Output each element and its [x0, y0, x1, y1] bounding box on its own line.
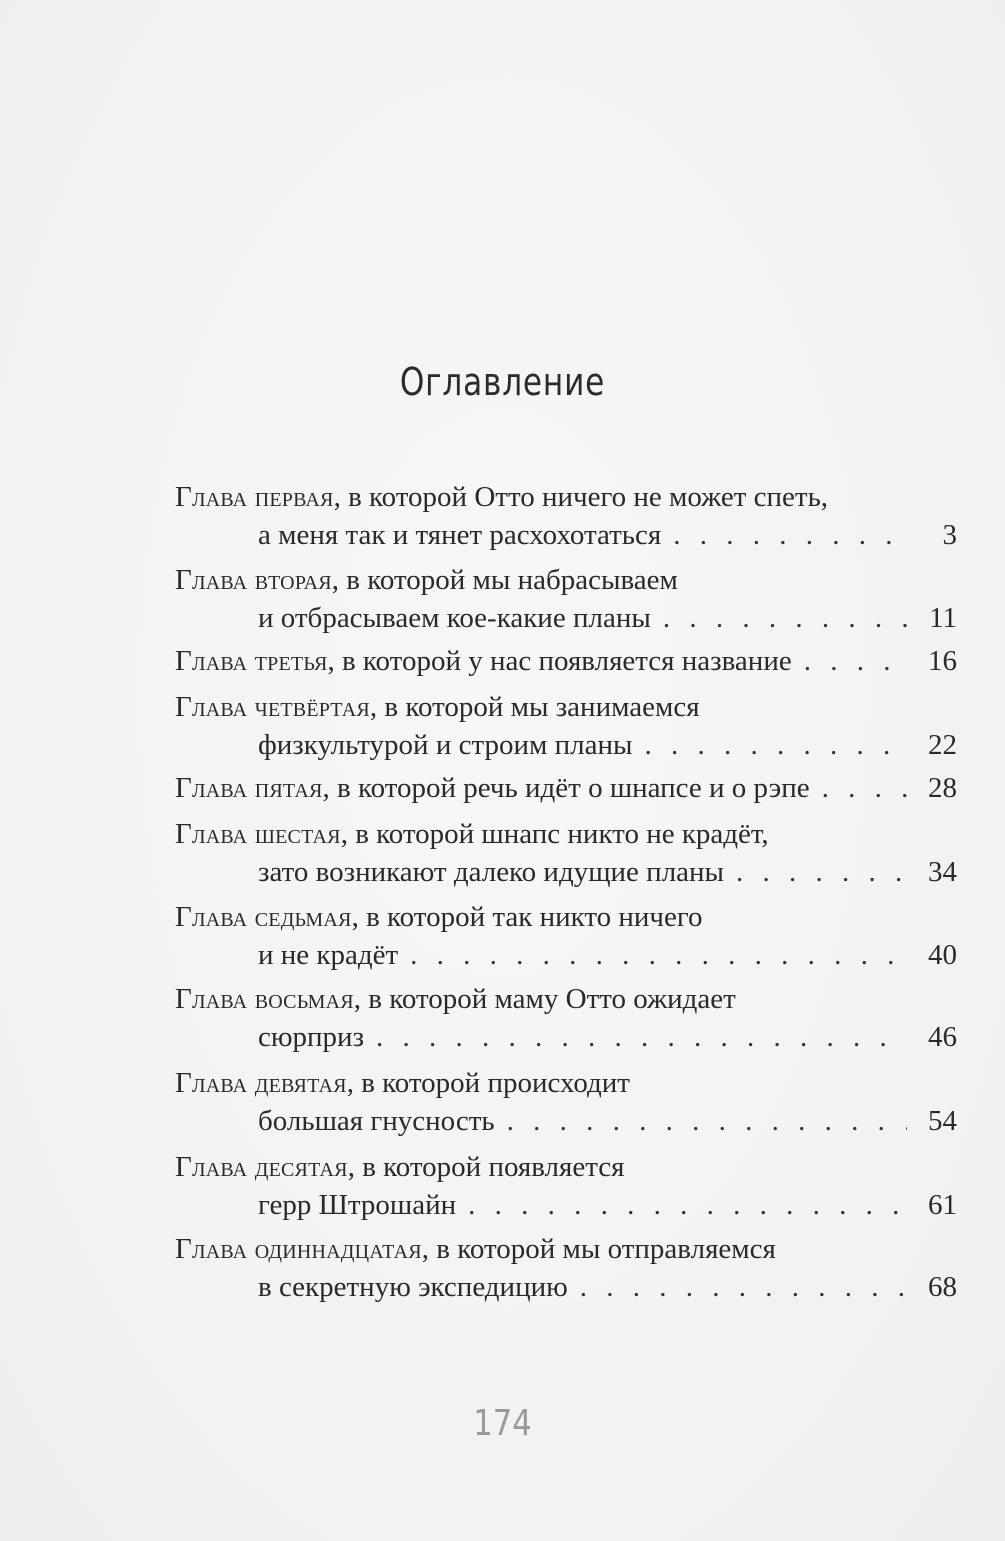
chapter-title-start: , в которой мы отправляемся: [421, 1233, 776, 1265]
toc-entry-continuation: [258, 1188, 957, 1222]
dot-leader: [580, 1270, 907, 1304]
toc-entry-continuation: [258, 1020, 957, 1054]
toc-entry-continuation: [258, 601, 957, 635]
chapter-title-start: , в которой так никто ничего: [351, 901, 703, 933]
toc-entry-heading: [175, 982, 736, 1016]
chapter-title-end: в секретную экспедицию: [258, 1271, 568, 1303]
dot-leader: [376, 1020, 907, 1054]
page-number: 46: [928, 1021, 957, 1053]
page-number: 68: [928, 1271, 957, 1303]
page-title: Оглавление: [399, 360, 606, 404]
toc-entry-heading: [175, 644, 957, 678]
toc-entry-continuation: [258, 855, 957, 889]
chapter-number: Глава девятая: [175, 1067, 347, 1099]
chapter-title-end: и отбрасываем кое-какие планы: [258, 602, 651, 634]
dot-leader: [644, 728, 907, 762]
dot-leader: [410, 938, 907, 972]
chapter-title-start: , в которой маму Отто ожидает: [353, 983, 736, 1015]
page-folio-number: 174: [473, 1403, 532, 1444]
dot-leader: [673, 518, 907, 552]
dot-leader: [822, 771, 907, 805]
dot-leader: [468, 1188, 907, 1222]
chapter-title-start: , в которой происходит: [346, 1067, 630, 1099]
toc-entry-continuation: [258, 1270, 957, 1304]
chapter-title: , в которой речь идёт о шнапсе и о рэпе: [322, 772, 810, 804]
page-number: 54: [928, 1105, 957, 1137]
chapter-title-end: и не крадёт: [258, 939, 399, 971]
chapter-number: Глава шестая: [175, 818, 341, 850]
dot-leader: [804, 644, 907, 678]
page-number: 34: [928, 856, 957, 888]
dot-leader: [507, 1104, 907, 1138]
dot-leader: [663, 601, 907, 635]
chapter-number: Глава седьмая: [175, 901, 352, 933]
toc-entry-heading: [175, 900, 703, 934]
toc-entry-heading: [175, 480, 828, 514]
toc-entry-heading: [175, 771, 957, 805]
chapter-title-start: , в которой мы набрасываем: [331, 564, 678, 596]
chapter-number: Глава пятая: [175, 772, 323, 804]
page-number: 11: [929, 602, 957, 634]
page-number: 3: [942, 519, 957, 551]
chapter-title-end: большая гнусность: [258, 1105, 495, 1137]
page-number: 22: [928, 729, 957, 761]
toc-entry-continuation: [258, 728, 957, 762]
chapter-title-start: , в которой Отто ничего не может спеть,: [333, 481, 829, 513]
toc-entry-heading: [175, 1232, 776, 1266]
chapter-title-start: , в которой появляется: [347, 1151, 625, 1183]
toc-entry-heading: [175, 1066, 630, 1100]
chapter-title-end: зато возникают далеко идущие планы: [258, 856, 725, 888]
toc-entry-heading: [175, 690, 700, 724]
chapter-title-start: , в которой мы занимаемся: [369, 691, 700, 723]
chapter-title-start: , в которой шнапс никто не крадёт,: [340, 818, 769, 850]
toc-entry-heading: [175, 1150, 624, 1184]
toc-entry-continuation: [258, 1104, 957, 1138]
chapter-number: Глава вторая: [175, 564, 332, 596]
chapter-number: Глава десятая: [175, 1151, 348, 1183]
page-number: 28: [928, 772, 957, 804]
toc-entry-continuation: [258, 938, 957, 972]
chapter-number: Глава восьмая: [175, 983, 354, 1015]
chapter-title-end: сюрприз: [258, 1021, 365, 1053]
toc-entry-heading: [175, 817, 769, 851]
chapter-number: Глава четвёртая: [175, 691, 370, 723]
chapter-title-end: а меня так и тянет расхохотаться: [258, 519, 662, 551]
page-number: 61: [928, 1189, 957, 1221]
dot-leader: [736, 855, 907, 889]
chapter-title: , в которой у нас появляется название: [327, 645, 792, 677]
toc-entry-continuation: [258, 518, 957, 552]
chapter-title-end: герр Штрошайн: [258, 1189, 457, 1221]
chapter-number: Глава одиннадцатая: [175, 1233, 422, 1265]
chapter-title-end: физкультурой и строим планы: [258, 729, 633, 761]
chapter-number: Глава третья: [175, 645, 328, 677]
chapter-number: Глава первая: [175, 481, 334, 513]
page-number: 40: [928, 939, 957, 971]
toc-entry-heading: [175, 563, 678, 597]
page-number: 16: [928, 645, 957, 677]
